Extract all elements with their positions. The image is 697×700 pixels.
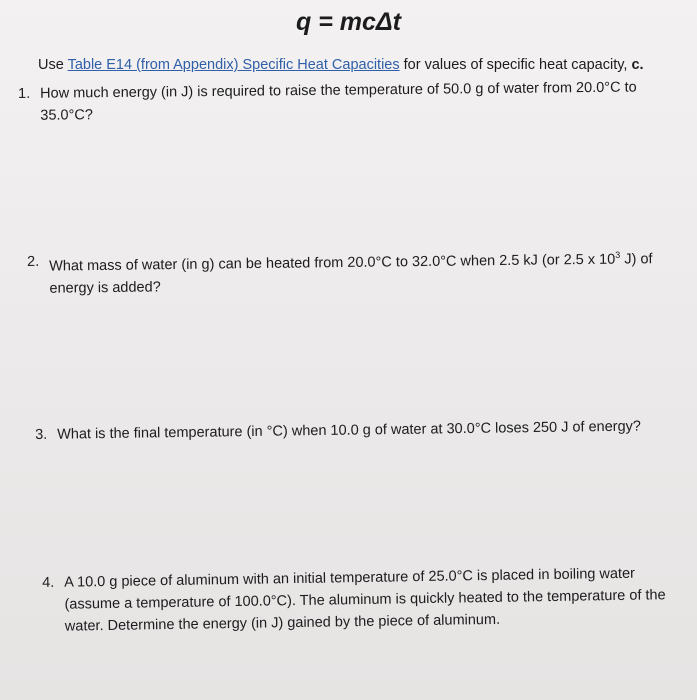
intro-prefix: Use	[38, 57, 68, 73]
exponent: 3	[615, 249, 621, 260]
question-text: How much energy (in J) is required to raise the temperature of 50.0 g of water from 20.0°C to 35.0°C?	[40, 79, 637, 124]
intro-line	[38, 57, 678, 73]
question-2	[27, 243, 683, 300]
formula-heading: q = mcΔt	[295, 8, 401, 36]
question-1	[18, 76, 658, 127]
intro-suffix: for values of specific heat capacity,	[399, 57, 632, 73]
question-text-part-a: What mass of water (in g) can be heated from 20.0°C to 32.0°C when 2.5 kJ (or 2.5 x 10	[49, 251, 616, 275]
question-4	[42, 562, 693, 638]
question-number: 1.	[18, 85, 31, 102]
specific-heat-table-link[interactable]: Table E14 (from Appendix) Specific Heat Capacities	[67, 57, 400, 73]
question-number: 2.	[27, 253, 40, 270]
question-text: What is the final temperature (in °C) when 10.0 g of water at 30.0°C loses 250 J of energy?	[57, 418, 642, 443]
question-text: A 10.0 g piece of aluminum with an initial temperature of 25.0°C is placed in boiling water (assume a temperature of 100.0°C). The aluminum is quickly heated to the temperature of the water. Determine the energy (in J) gained by the piece of aluminum.	[64, 565, 666, 635]
question-text	[49, 243, 683, 300]
question-number: 3.	[35, 426, 48, 443]
question-text-part-b: J) of energy is added?	[49, 251, 653, 297]
question-3	[35, 415, 675, 446]
question-number: 4.	[42, 574, 55, 591]
specific-heat-symbol: c.	[631, 57, 644, 73]
